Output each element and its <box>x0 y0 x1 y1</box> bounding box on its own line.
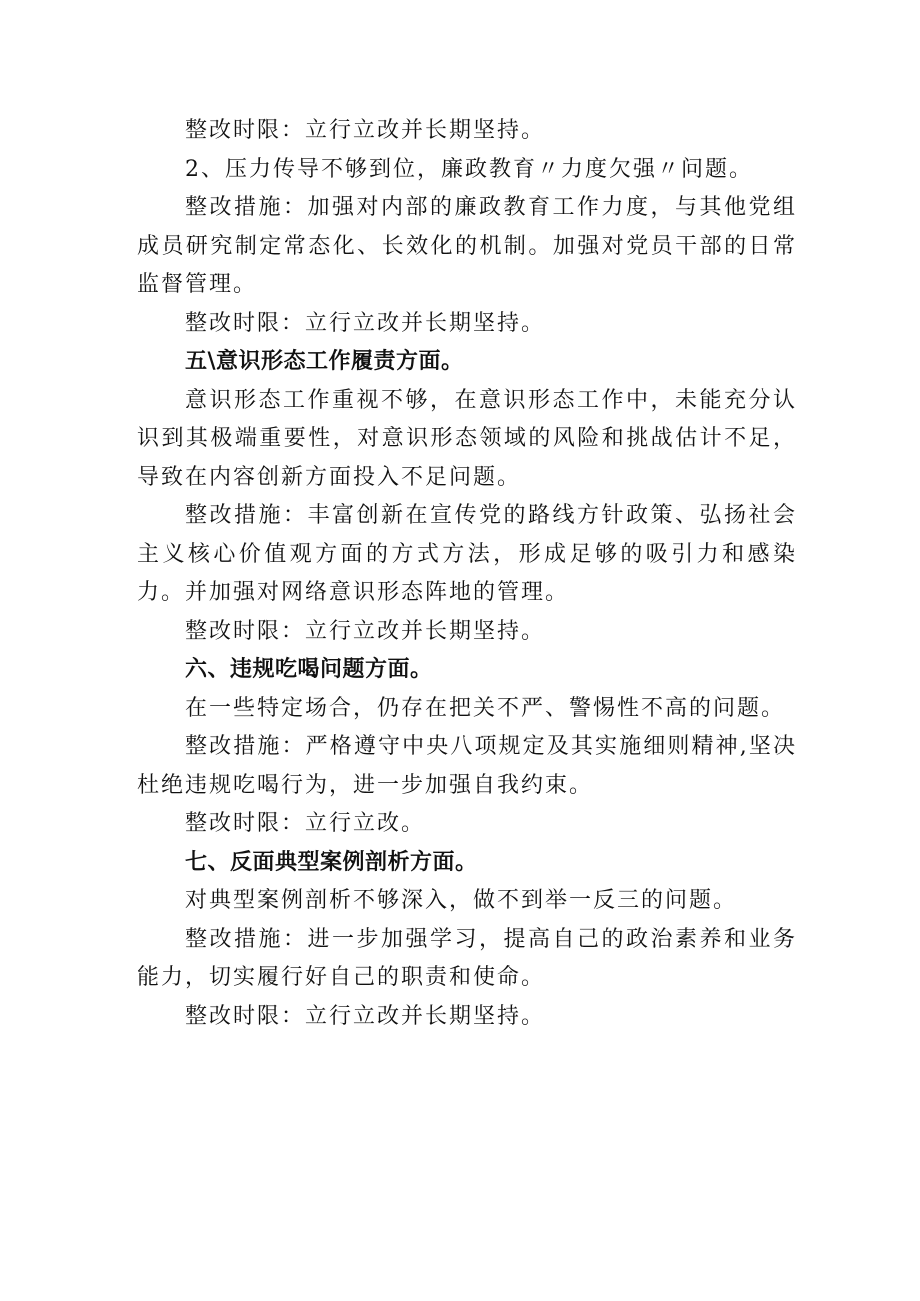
issue-paragraph: 意识形态工作重视不够，在意识形态工作中，未能充分认识到其极端重要性，对意识形态领域的风险和挑战估计不足，导致在内容创新方面投入不足问题。 <box>137 387 797 490</box>
measure-paragraph: 整改措施：加强对内部的廉政教育工作力度，与其他党组成员研究制定常态化、长效化的机制。加强对党员干部的日常监督管理。 <box>137 195 797 297</box>
deadline-paragraph: 整改时限：立行立改并长期坚持。 <box>185 310 546 336</box>
deadline-paragraph: 整改时限：立行立改并长期坚持。 <box>185 618 546 644</box>
section-heading: 五\意识形态工作履责方面。 <box>185 349 464 374</box>
measure-paragraph: 整改措施：进一步加强学习，提高自己的政治素养和业务能力，切实履行好自己的职责和使命。 <box>137 926 797 990</box>
measure-paragraph: 整改措施：丰富创新在宣传党的路线方针政策、弘扬社会主义核心价值观方面的方式方法，形成足够的吸引力和感染力。并加强对网络意识形态阵地的管理。 <box>137 503 797 605</box>
deadline-paragraph: 整改时限：立行立改并长期坚持。 <box>185 118 546 143</box>
deadline-paragraph: 整改时限：立行立改。 <box>185 811 426 836</box>
issue-paragraph: 2、压力传导不够到位，廉政教育〃力度欠强〃问题。 <box>185 156 753 182</box>
deadline-paragraph: 整改时限：立行立改并长期坚持。 <box>185 1003 546 1029</box>
document-body <box>137 112 797 1036</box>
issue-paragraph: 在一些特定场合，仍存在把关不严、警惕性不高的问题。 <box>185 695 786 721</box>
section-heading: 六、违规吃喝问题方面。 <box>185 657 433 682</box>
section-heading: 七、反面典型案例剖析方面。 <box>185 849 478 875</box>
issue-paragraph: 对典型案例剖析不够深入，做不到举一反三的问题。 <box>185 888 738 913</box>
measure-paragraph: 整改措施：严格遵守中央八项规定及其实施细则精神,坚决杜绝违规吃喝行为，进一步加强自我约束。 <box>137 734 797 798</box>
